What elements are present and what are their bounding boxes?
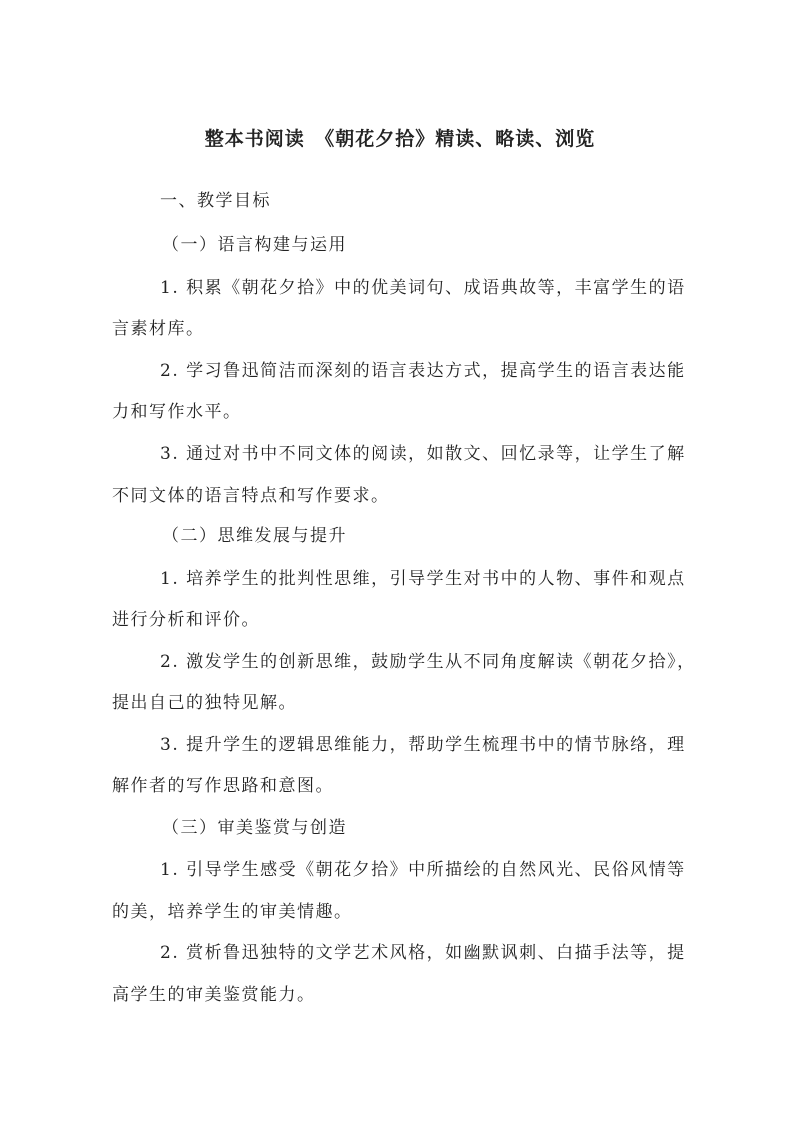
paragraph-line: 言素材库。 <box>112 319 205 339</box>
paragraph-line: 进行分析和评价。 <box>112 610 260 630</box>
paragraph-line: 1. 引导学生感受《朝花夕拾》中所描绘的自然风光、民俗风情等 <box>160 860 686 880</box>
paragraph-line: 提出自己的独特见解。 <box>112 693 297 713</box>
paragraph-line: 1. 培养学生的批判性思维，引导学生对书中的人物、事件和观点 <box>160 569 686 589</box>
paragraph-line: 2. 赏析鲁迅独特的文学艺术风格，如幽默讽刺、白描手法等，提 <box>160 943 686 963</box>
paragraph-line: 不同文体的语言特点和写作要求。 <box>112 486 390 506</box>
paragraph-line: 3. 通过对书中不同文体的阅读，如散文、回忆录等，让学生了解 <box>160 444 686 464</box>
document-title: 整本书阅读 《朝花夕拾》精读、略读、浏览 <box>204 128 596 150</box>
paragraph-line: 的美，培养学生的审美情趣。 <box>112 902 353 922</box>
subsection-heading: （三）审美鉴赏与创造 <box>162 818 347 838</box>
paragraph-line: 1. 积累《朝花夕拾》中的优美词句、成语典故等，丰富学生的语 <box>160 278 686 298</box>
section-heading: 一、教学目标 <box>160 191 271 211</box>
paragraph-line: 力和写作水平。 <box>112 402 242 422</box>
paragraph-line: 2. 激发学生的创新思维，鼓励学生从不同角度解读《朝花夕拾》， <box>160 652 696 672</box>
subsection-heading: （二）思维发展与提升 <box>162 526 347 546</box>
paragraph-line: 2. 学习鲁迅简洁而深刻的语言表达方式，提高学生的语言表达能 <box>160 361 686 381</box>
paragraph-line: 高学生的审美鉴赏能力。 <box>112 985 316 1005</box>
subsection-heading: （一）语言构建与运用 <box>162 235 347 255</box>
paragraph-line: 3. 提升学生的逻辑思维能力，帮助学生梳理书中的情节脉络，理 <box>160 735 686 755</box>
paragraph-line: 解作者的写作思路和意图。 <box>112 776 334 796</box>
